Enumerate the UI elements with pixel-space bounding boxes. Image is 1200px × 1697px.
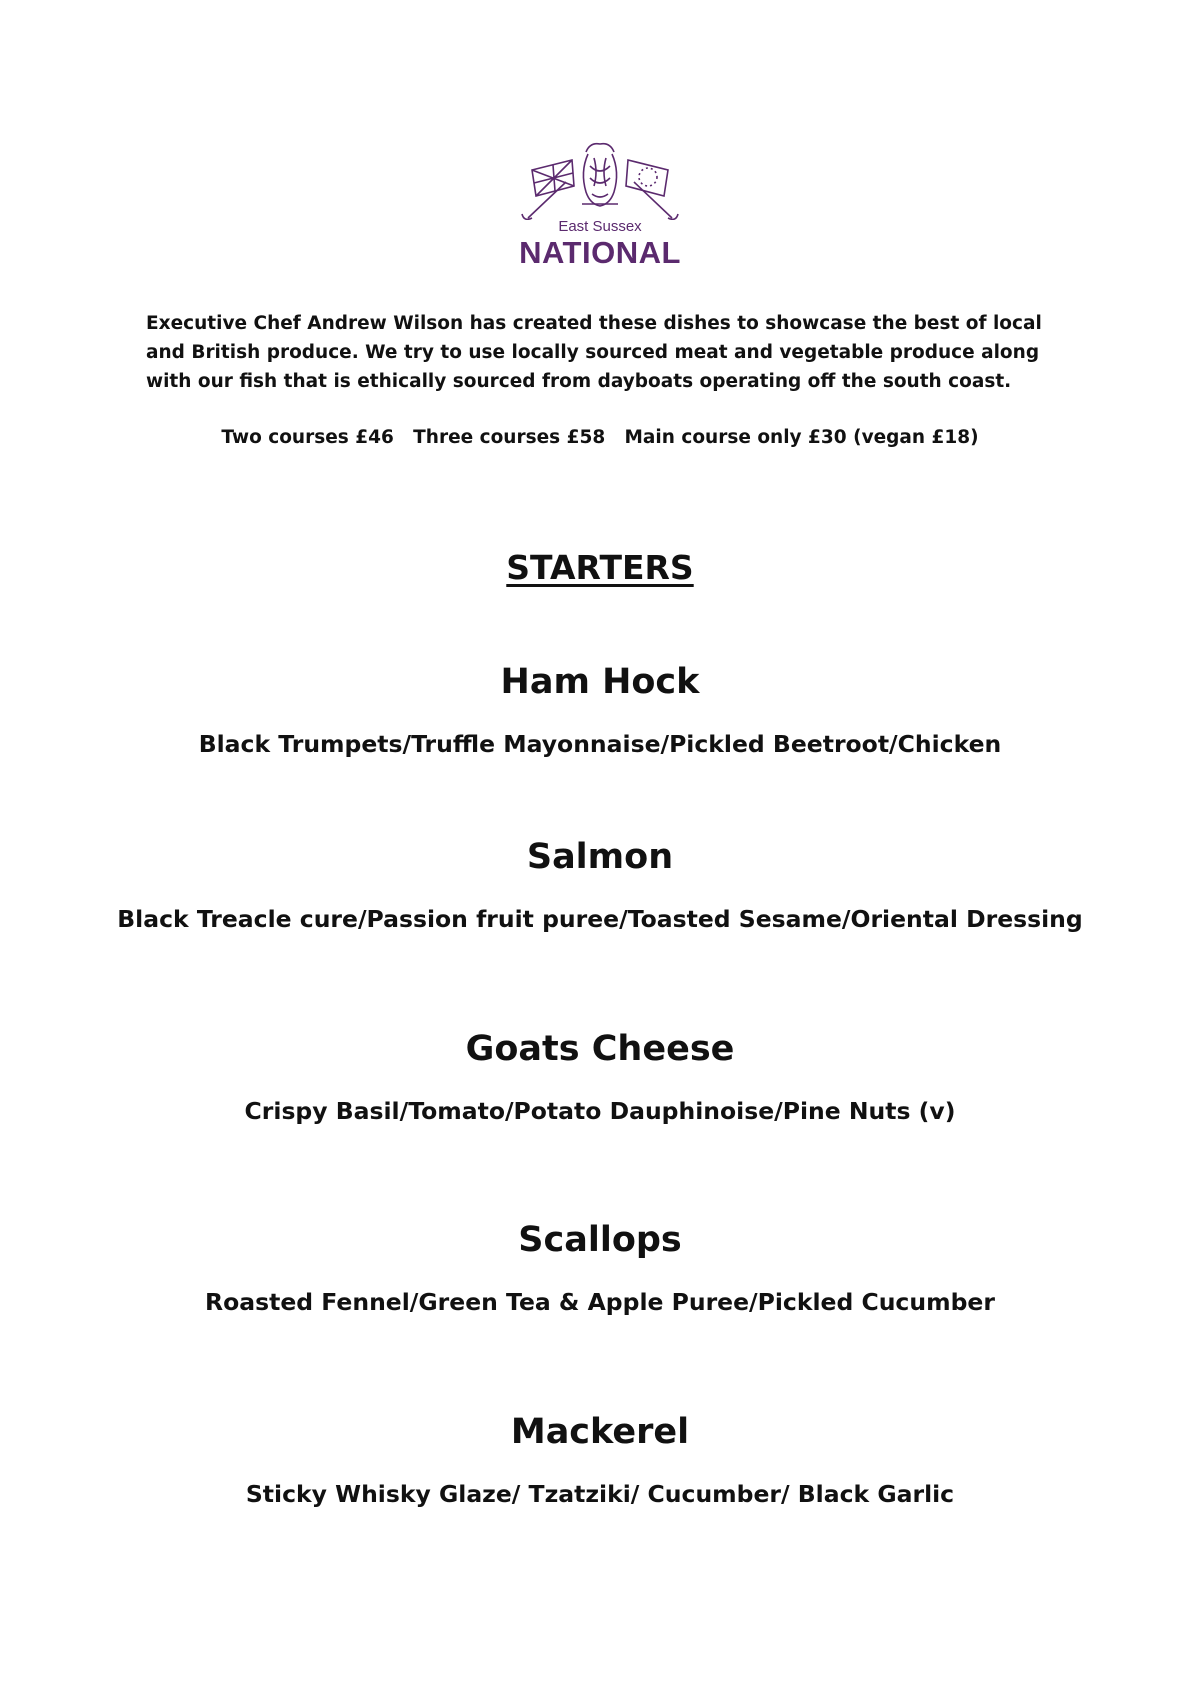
dish-description: Black Treacle cure/Passion fruit puree/Toasted Sesame/Oriental Dressing xyxy=(117,905,1083,933)
section-title: STARTERS xyxy=(506,548,694,587)
dish-name: Scallops xyxy=(518,1220,682,1260)
logo xyxy=(500,142,700,272)
intro-paragraph: Executive Chef Andrew Wilson has created these dishes to showcase the best of local and British produce. We try to use locally sourced meat and vegetable produce along with our fish that is ethically sourced from dayboats operating off the south coast. xyxy=(146,313,1042,392)
dish-description: Black Trumpets/Truffle Mayonnaise/Pickled Beetroot/Chicken xyxy=(198,730,1002,758)
crest-icon xyxy=(510,142,690,220)
dish-name: Goats Cheese xyxy=(465,1029,735,1069)
dish-description: Roasted Fennel/Green Tea & Apple Puree/Pickled Cucumber xyxy=(205,1288,995,1316)
brand-subtitle: East Sussex xyxy=(558,218,642,235)
dish-name: Salmon xyxy=(526,837,674,877)
dish-name: Ham Hock xyxy=(500,662,700,702)
price-line: Two courses £46 Three courses £58 Main course only £30 (vegan £18) xyxy=(221,427,979,448)
brand-title: NATIONAL xyxy=(519,235,681,270)
dish-description: Crispy Basil/Tomato/Potato Dauphinoise/Pine Nuts (v) xyxy=(244,1097,956,1125)
dish-name: Mackerel xyxy=(510,1412,690,1452)
dish-description: Sticky Whisky Glaze/ Tzatziki/ Cucumber/ Black Garlic xyxy=(245,1480,955,1508)
